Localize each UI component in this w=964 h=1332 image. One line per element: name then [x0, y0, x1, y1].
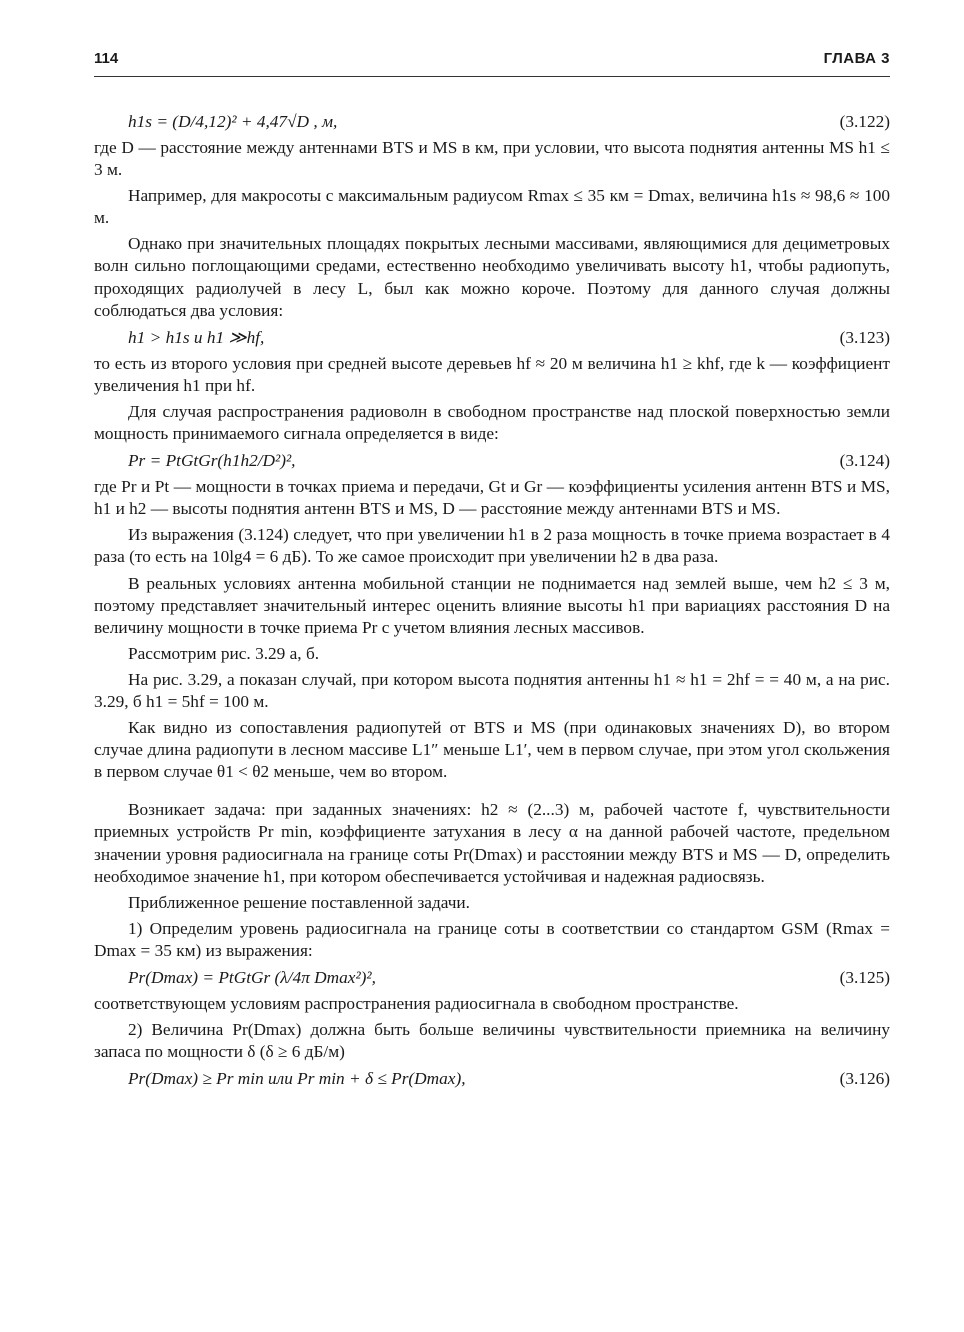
equation-number: (3.126) — [839, 1069, 890, 1089]
equation-text: Pr = PtGtGr(h1h2/D²)², — [128, 451, 296, 471]
paragraph: Возникает задача: при заданных значениях: h2 ≈ (2...3) м, рабочей частоте f, чувствительности приемных устройств Pr min, коэффициенте затухания в лесу α на данной рабочей частоте, предельном значении уровня радиосигнала на границе соты Pr(Dmax) и расстоянии между BTS и MS — D, определить необходимое значение h1, при котором обеспечивается устойчивая и надежная радиосвязь. — [94, 800, 890, 886]
paragraph: В реальных условиях антенна мобильной станции не поднимается над землей выше, чем h2 ≤ 3 м, поэтому представляет значительный интерес оценить влияние высоты h1 при вариациях расстояния D на величину мощности в точке приема Pr с учетом влияния лесных массивов. — [94, 573, 890, 637]
paragraph: то есть из второго условия при средней высоте деревьев hf ≈ 20 м величина h1 ≥ khf, где k — коэффициент увеличения h1 при hf. — [94, 353, 890, 395]
paragraph: где D — расстояние между антеннами BTS и MS в км, при условии, что высота поднятия антенны MS h1 ≤ 3 м. — [94, 138, 890, 180]
paragraph: На рис. 3.29, а показан случай, при котором высота поднятия антенны h1 ≈ h1 = 2hf = = 40 м, а на рис. 3.29, б h1 = 5hf = 100 м. — [94, 669, 890, 711]
equation — [94, 110, 890, 134]
paragraph: Приближенное решение поставленной задачи. — [128, 892, 470, 912]
paragraph: Рассмотрим рис. 3.29 а, б. — [128, 643, 320, 663]
paragraph: 2) Величина Pr(Dmax) должна быть больше величины чувствительности приемника на величину запаса по мощности δ (δ ≥ 6 дБ/м) — [94, 1020, 890, 1062]
paragraph: где Pr и Pt — мощности в точках приема и передачи, Gt и Gr — коэффициенты усиления антенн BTS и MS, h1 и h2 — высоты поднятия антенн BTS и MS, D — расстояние между антеннами BTS и MS. — [94, 477, 890, 519]
equation-number: (3.122) — [839, 112, 890, 131]
equation-number: (3.124) — [839, 451, 890, 471]
paragraph: Однако при значительных площадях покрытых лесными массивами, являющимися для дециметровых волн сильно поглощающими средами, естественно необходимо увеличивать высоту h1, чтобы радиопуть, проходящих радиолучей в лесу L, был как можно короче. Поэтому для данного случая должны соблюдаться два условия: — [94, 234, 890, 320]
paragraph: Например, для макросоты с максимальным радиусом Rmax ≤ 35 км = Dmax, величина h1s ≈ 98,6 ≈ 100 м. — [94, 186, 890, 228]
page-body — [94, 108, 890, 1094]
equation-text: h1s = (D/4,12)² + 4,47√D , м, — [128, 112, 338, 131]
equation — [94, 1067, 890, 1091]
equation-number: (3.125) — [839, 968, 890, 987]
equation — [94, 449, 890, 473]
equation-number: (3.123) — [839, 327, 890, 347]
page-number: 114 — [94, 50, 119, 67]
chapter-title: ГЛАВА 3 — [823, 50, 890, 67]
paragraph: Как видно из сопоставления радиопутей от BTS и MS (при одинаковых значениях D), во втором случае длина радиопути в лесном массиве L1″ меньше L1′, чем в первом случае, при этом угол скольжения в первом случае θ1 < θ2 меньше, чем во втором. — [94, 718, 890, 782]
paragraph: Для случая распространения радиоволн в свободном пространстве над плоской поверхностью земли мощность принимаемого сигнала определяется в виде: — [94, 401, 890, 444]
paragraph: Из выражения (3.124) следует, что при увеличении h1 в 2 раза мощность в точке приема возрастает в 4 раза (то есть на 10lg4 = 6 дБ). То же самое происходит при увеличении h2 в два раза. — [94, 525, 890, 567]
equation-text: h1 > h1s и h1 ≫hf, — [128, 327, 265, 347]
equation-text: Pr(Dmax) = PtGtGr (λ/4π Dmax²)², — [128, 968, 376, 987]
page-header — [94, 50, 890, 77]
paragraph: соответствующем условиям распространения радиосигнала в свободном пространстве. — [94, 994, 739, 1013]
paragraph: 1) Определим уровень радиосигнала на границе соты в соответствии со стандартом GSM (Rmax = Dmax = 35 км) из выражения: — [94, 918, 890, 960]
equation — [94, 326, 890, 350]
paragraph-gap — [94, 787, 890, 799]
equation — [94, 966, 890, 990]
equation-text: Pr(Dmax) ≥ Pr min или Pr min + δ ≤ Pr(Dmax), — [128, 1069, 466, 1089]
